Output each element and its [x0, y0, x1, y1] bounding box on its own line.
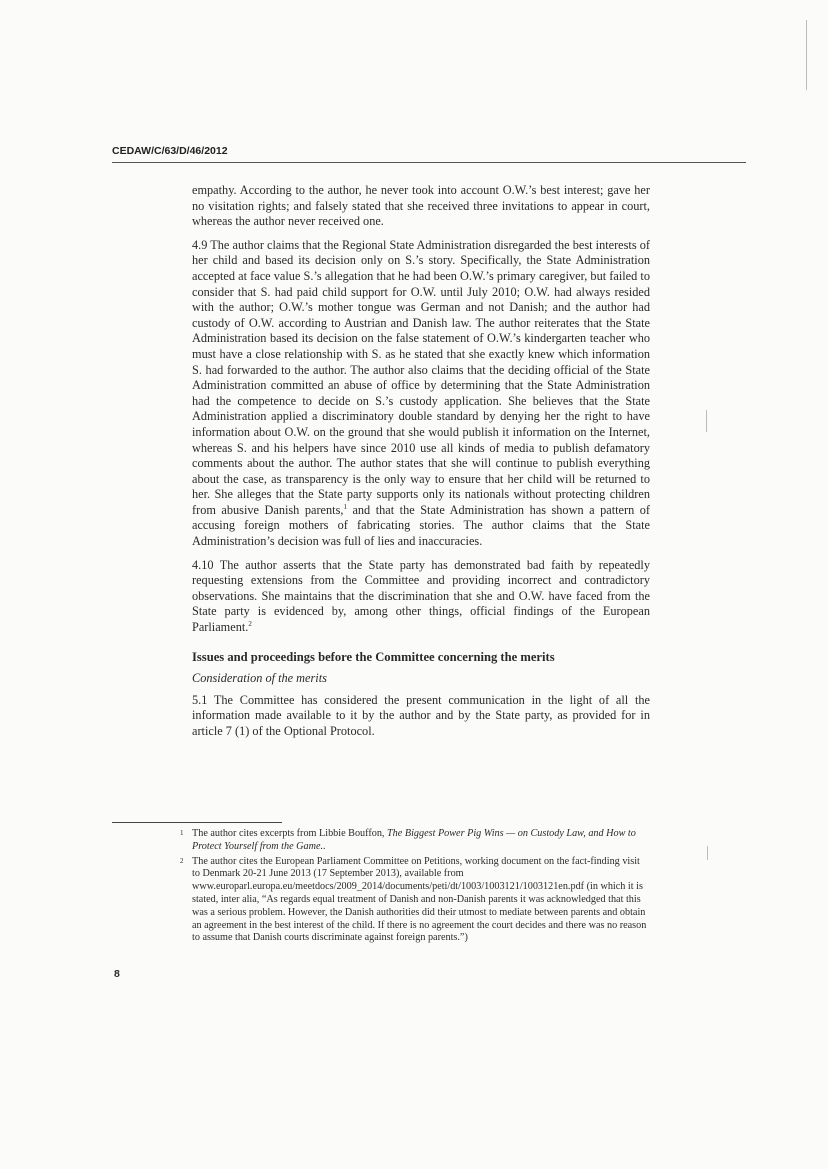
paragraph-text: 4.10 The author asserts that the State party has demonstrated bad faith by repeatedly requesting extensions from the Committee and providing incorrect and contradictory observations. She maintains that the discrimination that she and O.W. have faced from the State party is evidenced by, among other things, official findings of the European Parliament.	[192, 557, 650, 635]
subsection-heading: Consideration of the merits	[192, 671, 327, 686]
document-symbol: CEDAW/C/63/D/46/2012	[112, 145, 228, 157]
footnote-mark: 2	[180, 856, 184, 865]
scan-mark	[706, 410, 707, 432]
scan-mark	[707, 846, 708, 860]
paragraph-text: empathy. According to the author, he never took into account O.W.’s best interest; gave her no visitation rights; and falsely stated that she received three invitations to appear in court, whereas the author never received one.	[192, 183, 650, 229]
footnote-ref-2[interactable]: 2	[248, 619, 252, 628]
footnote-mark: 1	[180, 829, 184, 837]
footnote-title: The Biggest Power Pig Wins — on Custody Law, and How to Protect Yourself from the Game.	[192, 828, 636, 852]
page-number: 8	[114, 968, 120, 980]
paragraph-continuation	[192, 183, 650, 230]
footnote-2	[178, 856, 650, 946]
footnote-ref-1[interactable]: 1	[343, 502, 347, 511]
footnotes	[178, 828, 650, 947]
footnote-rule	[112, 822, 282, 823]
paragraph-4-10	[192, 558, 650, 636]
footnote-text: The author cites the European Parliament Committee on Petitions, working document on the fact-finding visit to Denmark 20-21 June 2013 (17 September 2013), available from www.europarl.europa.eu/meetdocs/2009_2014/documents/peti/dt/1003/1003121/1003121en.pdf (in which it is stated, inter alia, “As regards equal treatment of Danish and non-Danish parents it was acknowledged that this was a serious problem. However, the Danish authorities did their utmost to mediate between parents and obtain an agreement in the best interest of the child. If there is no agreement the court decides and there was no reason to assume that Danish courts discriminate against foreign parents.”)	[192, 855, 647, 944]
scan-mark	[806, 20, 807, 90]
paragraph-text: and that the State Administration has shown a pattern of accusing foreign mothers of fabricating stories. The author claims that the State Administration’s decision was full of lies and inaccuracies.	[192, 502, 650, 549]
paragraph-4-9	[192, 238, 650, 550]
header-rule	[112, 162, 746, 163]
body-text	[192, 183, 650, 748]
footnote-text: The author cites excerpts from Libbie Bouffon,	[192, 828, 388, 839]
section-heading: Issues and proceedings before the Committee concerning the merits	[192, 649, 555, 664]
footnote-end: .	[323, 840, 326, 852]
footnote-1	[178, 828, 650, 854]
paragraph-text: 5.1 The Committee has considered the present communication in the light of all the information made available to it by the author and by the State party, as provided for in article 7 (1) of the Optional Protocol.	[192, 692, 650, 738]
paragraph-5-1	[192, 693, 650, 740]
paragraph-text: 4.9 The author claims that the Regional State Administration disregarded the best interests of her child and based its decision only on S.’s story. Specifically, the State Administration accepted at face value S.’s allegation that he had been O.W.’s primary caregiver, but failed to consider that S. had paid child support for O.W. until July 2010; O.W. had always resided with the author; O.W.’s mother tongue was German and not Danish; and the author had custody of O.W. according to Austrian and Danish law. The author reiterates that the State Administration based its decision on the false statement of O.W.’s kindergarten teacher who must have a close relationship with S. as he stated that she exactly knew which information S. had forwarded to the author. The author also claims that the deciding official of the State Administration committed an abuse of office by determining that the State Administration had the competence to decide on S.’s custody application. She believes that the State Administration applied a discriminatory double standard by denying her the right to have information about O.W. on the ground that she would publish it information on the Internet, whereas S. and his helpers have since 2010 use all kinds of media to publish defamatory comments about the author. The author states that she will continue to publish everything about the case, as transparency is the only way to ensure that her child will be returned to her. She alleges that the State party supports only its nationals without protecting children from abusive Danish parents,	[192, 237, 650, 517]
